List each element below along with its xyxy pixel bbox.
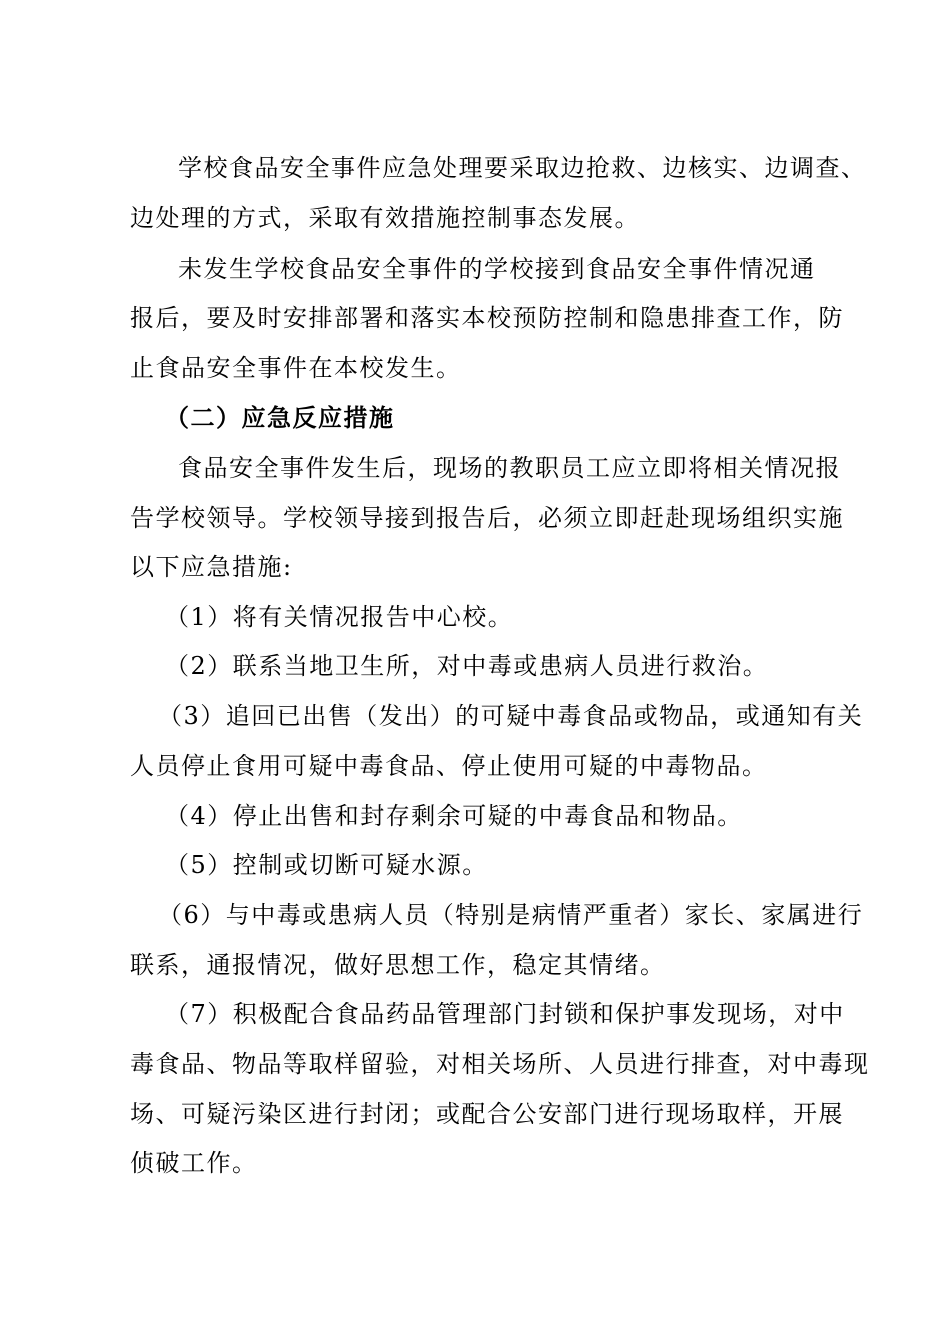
list-item-3-line-2: 人员停止食用可疑中毒食品、停止使用可疑的中毒物品。 — [130, 752, 768, 780]
section-heading: （二）应急反应措施 — [165, 403, 395, 432]
paragraph-3-line-1: 食品安全事件发生后，现场的教职员工应立即将相关情况报 — [178, 454, 841, 482]
list-item-7-line-1: （7）积极配合食品药品管理部门封锁和保护事发现场，对中 — [165, 1000, 845, 1028]
list-item-7-line-3: 场、可疑污染区进行封闭；或配合公安部门进行现场取样，开展 — [130, 1100, 844, 1128]
paragraph-1-line-1: 学校食品安全事件应急处理要采取边抢救、边核实、边调查、 — [178, 154, 867, 182]
list-item-1: （1）将有关情况报告中心校。 — [165, 603, 514, 631]
list-item-2: （2）联系当地卫生所，对中毒或患病人员进行救治。 — [165, 652, 769, 680]
list-item-4: （4）停止出售和封存剩余可疑的中毒食品和物品。 — [165, 802, 743, 830]
list-item-5: （5）控制或切断可疑水源。 — [165, 851, 488, 879]
list-item-3-line-1: （3）追回已出售（发出）的可疑中毒食品或物品，或通知有关 — [158, 702, 864, 730]
list-item-7-line-2: 毒食品、物品等取样留验，对相关场所、人员进行排查，对中毒现 — [130, 1050, 870, 1078]
paragraph-2-line-3: 止食品安全事件在本校发生。 — [130, 354, 462, 382]
paragraph-2-line-1: 未发生学校食品安全事件的学校接到食品安全事件情况通 — [178, 255, 816, 283]
list-item-6-line-2: 联系，通报情况，做好思想工作，稳定其情绪。 — [130, 951, 666, 979]
list-item-7-line-4: 侦破工作。 — [130, 1149, 258, 1177]
paragraph-1-line-2: 边处理的方式，采取有效措施控制事态发展。 — [130, 204, 640, 232]
paragraph-3-line-3: 以下应急措施: — [130, 553, 293, 581]
paragraph-2-line-2: 报后，要及时安排部署和落实本校预防控制和隐患排查工作，防 — [130, 304, 844, 332]
paragraph-3-line-2: 告学校领导。学校领导接到报告后，必须立即赶赴现场组织实施 — [130, 504, 844, 532]
list-item-6-line-1: （6）与中毒或患病人员（特别是病情严重者）家长、家属进行 — [158, 901, 864, 929]
